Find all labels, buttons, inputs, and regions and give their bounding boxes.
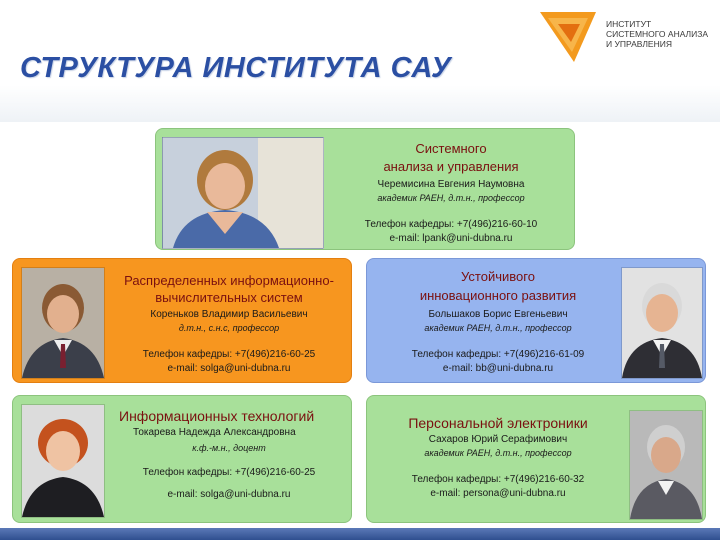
dept-sustainable-head: Большаков Борис Евгеньевич <box>428 309 568 320</box>
dept-distributed-head: Кореньков Владимир Васильевич <box>150 309 308 320</box>
dept-electronics-rank: академик РАЕН, д.т.н., профессор <box>424 448 572 458</box>
dept-sustainable-phone: Телефон кафедры: +7(496)216-61-09 <box>411 349 585 360</box>
photo-korenkov <box>21 267 105 379</box>
dept-it-panel <box>12 395 352 523</box>
dept-electronics-name-1: Персональной электроники <box>408 415 588 431</box>
dept-system-email: e-mail: lpank@uni-dubna.ru <box>389 233 513 244</box>
dept-distributed-name-2: вычислительных систем <box>155 290 303 305</box>
page-title: СТРУКТУРА ИНСТИТУТА САУ <box>20 52 452 84</box>
logo-line-1: ИНСТИТУТ <box>606 19 652 29</box>
dept-electronics-phone: Телефон кафедры: +7(496)216-60-32 <box>411 474 585 485</box>
dept-sustainable-rank: академик РАЕН, д.т.н., профессор <box>424 323 572 333</box>
dept-system-name-1: Системного <box>415 141 487 156</box>
dept-distributed-rank: д.т.н., с.н.с, профессор <box>178 323 280 333</box>
institute-logo-icon <box>538 8 598 66</box>
dept-it-rank: к.ф.-м.н., доцент <box>192 443 266 453</box>
dept-system-rank: академик РАЕН, д.т.н., профессор <box>377 193 525 203</box>
dept-sustainable-email: e-mail: bb@uni-dubna.ru <box>442 363 554 374</box>
dept-distributed-phone: Телефон кафедры: +7(496)216-60-25 <box>142 349 316 360</box>
dept-sustainable-name-1: Устойчивого <box>461 269 535 284</box>
dept-electronics-head: Сахаров Юрий Серафимович <box>428 434 568 445</box>
dept-it-head: Токарева Надежда Александровна <box>133 427 296 438</box>
dept-distributed-email: e-mail: solga@uni-dubna.ru <box>167 363 291 374</box>
logo-text <box>606 19 708 49</box>
dept-distributed-panel <box>12 258 352 383</box>
logo-line-2: СИСТЕМНОГО АНАЛИЗА <box>606 29 709 39</box>
logo-line-3: И УПРАВЛЕНИЯ <box>606 39 672 49</box>
dept-electronics-panel <box>366 395 706 523</box>
photo-tokareva <box>21 404 105 518</box>
bottom-bar <box>0 528 720 540</box>
photo-bolshakov <box>621 267 703 379</box>
dept-it-name-1: Информационных технологий <box>119 408 315 424</box>
dept-distributed-name-1: Распределенных информационно- <box>124 273 334 288</box>
dept-system-phone: Телефон кафедры: +7(496)216-60-10 <box>364 219 538 230</box>
dept-sustainable-panel <box>366 258 706 383</box>
dept-sustainable-name-2: инновационного развития <box>419 288 577 303</box>
dept-system-head: Черемисина Евгения Наумовна <box>377 179 525 190</box>
dept-it-email: e-mail: solga@uni-dubna.ru <box>167 489 291 500</box>
dept-electronics-email: e-mail: persona@uni-dubna.ru <box>430 488 566 499</box>
dept-it-phone: Телефон кафедры: +7(496)216-60-25 <box>142 467 316 478</box>
photo-sakharov <box>629 410 703 520</box>
dept-system-name-2: анализа и управления <box>383 159 519 174</box>
photo-cheremisina <box>162 137 324 249</box>
dept-system-panel <box>155 128 575 250</box>
